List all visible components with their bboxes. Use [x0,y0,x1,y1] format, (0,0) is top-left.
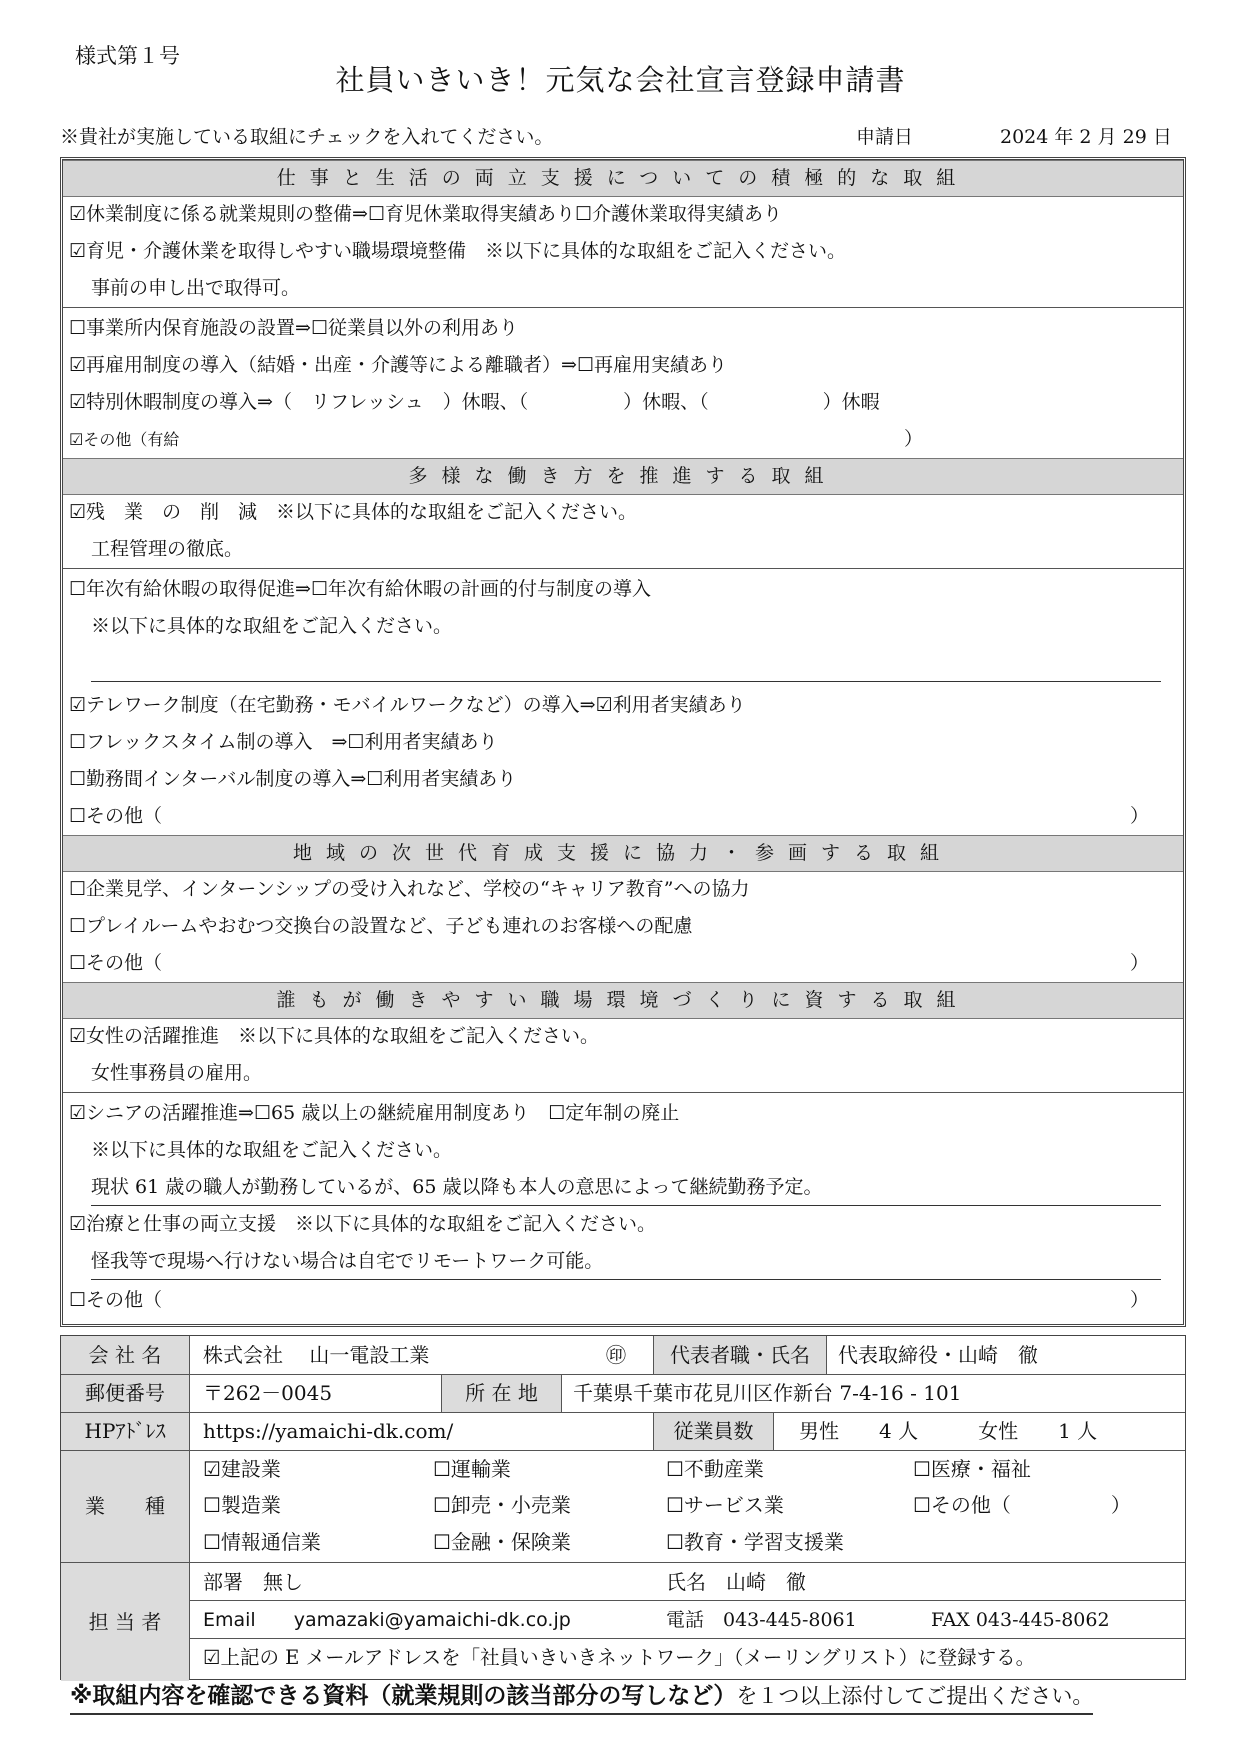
employees-label: 従業員数 [654,1413,773,1450]
checkbox-row[interactable]: ☐企業見学、インターンシップの受け入れなど、学校の“キャリア教育”への協力 [69,878,750,900]
detail-text[interactable]: 事前の申し出で取得可。 [91,277,301,299]
checkbox-row[interactable]: ☑シニアの活躍推進⇒☐65 歳以上の継続雇用制度あり ☐定年制の廃止 [69,1102,680,1124]
detail-text[interactable]: 女性事務員の雇用。 [91,1062,263,1084]
checkbox-row[interactable] [63,945,1183,982]
detail-text[interactable]: 工程管理の徹底。 [91,538,244,560]
checkbox-row[interactable]: ☑特別休暇制度の導入⇒（ リフレッシュ ）休暇、（ ）休暇、（ ）休暇 [69,391,880,413]
checkbox-row[interactable]: ☑休業制度に係る就業規則の整備⇒☐育児休業取得実績あり☐介護休業取得実績あり [69,203,783,225]
other-label: ☑その他（有給 [69,430,180,449]
instruction-text: ※以下に具体的な取組をご記入ください。 [91,1139,453,1161]
detail-text[interactable]: 怪我等で現場へ行けない場合は自宅でリモートワーク可能。 [91,1250,604,1272]
instruction-note: ※貴社が実施している取組にチェックを入れてください。 [60,126,554,148]
zip-value[interactable]: 〒262－0045 [203,1381,333,1405]
address-value[interactable]: 千葉県千葉市花見川区作新台 7-4-16 - 101 [573,1381,962,1405]
section-header-next-generation: 地域の次世代育成支援に協力・参画する取組 [63,835,1183,872]
seal-mark: ㊞ [606,1343,626,1367]
checkbox-row[interactable]: ☑治療と仕事の両立支援 ※以下に具体的な取組をご記入ください。 [69,1213,657,1235]
company-info-table [60,1335,1186,1680]
checkbox-row[interactable]: ☐フレックスタイム制の導入 ⇒☐利用者実績あり [69,731,498,753]
industry-option[interactable]: ☐情報通信業 [203,1530,321,1554]
industry-label: 業 種 [61,1451,189,1562]
industry-option[interactable]: ☐卸売・小売業 [433,1493,571,1517]
homepage-value[interactable]: https://yamaichi-dk.com/ [203,1419,454,1443]
other-label: ☐その他（ [69,952,163,974]
checkbox-row[interactable]: ☐事業所内保育施設の設置⇒☐従業員以外の利用あり [69,317,518,339]
checkbox-row[interactable]: ☐プレイルームやおむつ交換台の設置など、子ども連れのお客様への配慮 [69,915,693,937]
representative-label: 代表者職・氏名 [654,1336,826,1374]
checkbox-row[interactable]: ☑再雇用制度の導入（結婚・出産・介護等による離職者）⇒☐再雇用実績あり [69,354,727,376]
paren-close: ） [1129,952,1149,974]
checkbox-row[interactable]: ☐年次有給休暇の取得促進⇒☐年次有給休暇の計画的付与制度の導入 [69,578,651,600]
company-name-label: 会 社 名 [61,1336,189,1374]
page-title: 社員いきいき！元気な会社宣言登録申請書 [335,63,906,97]
footer-rest-text: を１つ以上添付してご提出ください。 [736,1684,1094,1708]
form-number: 様式第１号 [75,44,180,68]
paren-close: ） [903,428,923,450]
phone-value[interactable]: 電話 043-445-8061 [666,1609,857,1631]
department-value[interactable]: 部署 無し [203,1570,303,1594]
checkbox-row[interactable] [63,798,1183,835]
industry-option[interactable]: ☐金融・保険業 [433,1530,571,1554]
date-value[interactable]: 2024 年 2 月 29 日 [1000,126,1172,148]
checkbox-row[interactable]: ☑女性の活躍推進 ※以下に具体的な取組をご記入ください。 [69,1025,600,1047]
initiatives-frame [60,157,1186,1327]
paren-close: ） [1129,1289,1149,1311]
homepage-label: HPｱﾄﾞﾚｽ [61,1413,189,1450]
fax-value[interactable]: FAX 043-445-8062 [931,1609,1110,1631]
contact-name-value[interactable]: 氏名 山崎 徹 [666,1570,806,1594]
date-label: 申請日 [856,126,914,148]
employees-value[interactable]: 男性 4 人 女性 1 人 [799,1419,1098,1443]
section-header-work-life: 仕事と生活の両立支援についての積極的な取組 [63,160,1183,197]
industry-option[interactable]: ☐教育・学習支援業 [666,1530,844,1554]
email-value[interactable]: Email yamazaki@yamaichi-dk.co.jp [203,1609,571,1631]
industry-option[interactable]: ☐その他（ ） [913,1493,1131,1517]
industry-option[interactable]: ☐サービス業 [666,1493,784,1517]
zip-label: 郵便番号 [61,1375,189,1412]
checkbox-row[interactable]: ☑残 業 の 削 減 ※以下に具体的な取組をご記入ください。 [69,501,638,523]
footer-note [70,1677,1093,1715]
blank-input-line[interactable] [91,681,1161,682]
section-header-workplace: 誰もが働きやすい職場環境づくりに資する取組 [63,982,1183,1019]
industry-option[interactable]: ☐運輸業 [433,1457,511,1481]
footer-bold-text: ※取組内容を確認できる資料（就業規則の該当部分の写しなど） [70,1683,737,1709]
company-name-value[interactable]: 株式会社 山一電設工業 [203,1343,430,1367]
instruction-text: ※以下に具体的な取組をご記入ください。 [91,615,453,637]
paren-close: ） [1129,805,1149,827]
checkbox-row[interactable] [63,421,1183,458]
detail-text[interactable]: 現状 61 歳の職人が勤務しているが、65 歳以降も本人の意思によって継続勤務予定。 [91,1176,823,1198]
other-label: ☐その他（ [69,1289,163,1311]
industry-option[interactable]: ☐不動産業 [666,1457,764,1481]
checkbox-row[interactable]: ☑テレワーク制度（在宅勤務・モバイルワークなど）の導入⇒☑利用者実績あり [69,694,746,716]
other-label: ☐その他（ [69,805,163,827]
mailing-list-checkbox[interactable]: ☑上記の E メールアドレスを「社員いきいきネットワーク」（メーリングリスト）に登録する。 [203,1646,1036,1669]
checkbox-row[interactable] [63,1282,1183,1319]
section-header-work-styles: 多様な働き方を推進する取組 [63,458,1183,495]
industry-option[interactable]: ☑建設業 [203,1457,281,1481]
industry-option[interactable]: ☐医療・福祉 [913,1457,1031,1481]
industry-option[interactable]: ☐製造業 [203,1493,281,1517]
contact-label: 担 当 者 [61,1563,189,1681]
representative-value[interactable]: 代表取締役・山崎 徹 [838,1343,1038,1367]
checkbox-row[interactable]: ☐勤務間インターバル制度の導入⇒☐利用者実績あり [69,768,517,790]
address-label: 所 在 地 [442,1375,561,1412]
checkbox-row[interactable]: ☑育児・介護休業を取得しやすい職場環境整備 ※以下に具体的な取組をご記入ください。 [69,240,847,262]
